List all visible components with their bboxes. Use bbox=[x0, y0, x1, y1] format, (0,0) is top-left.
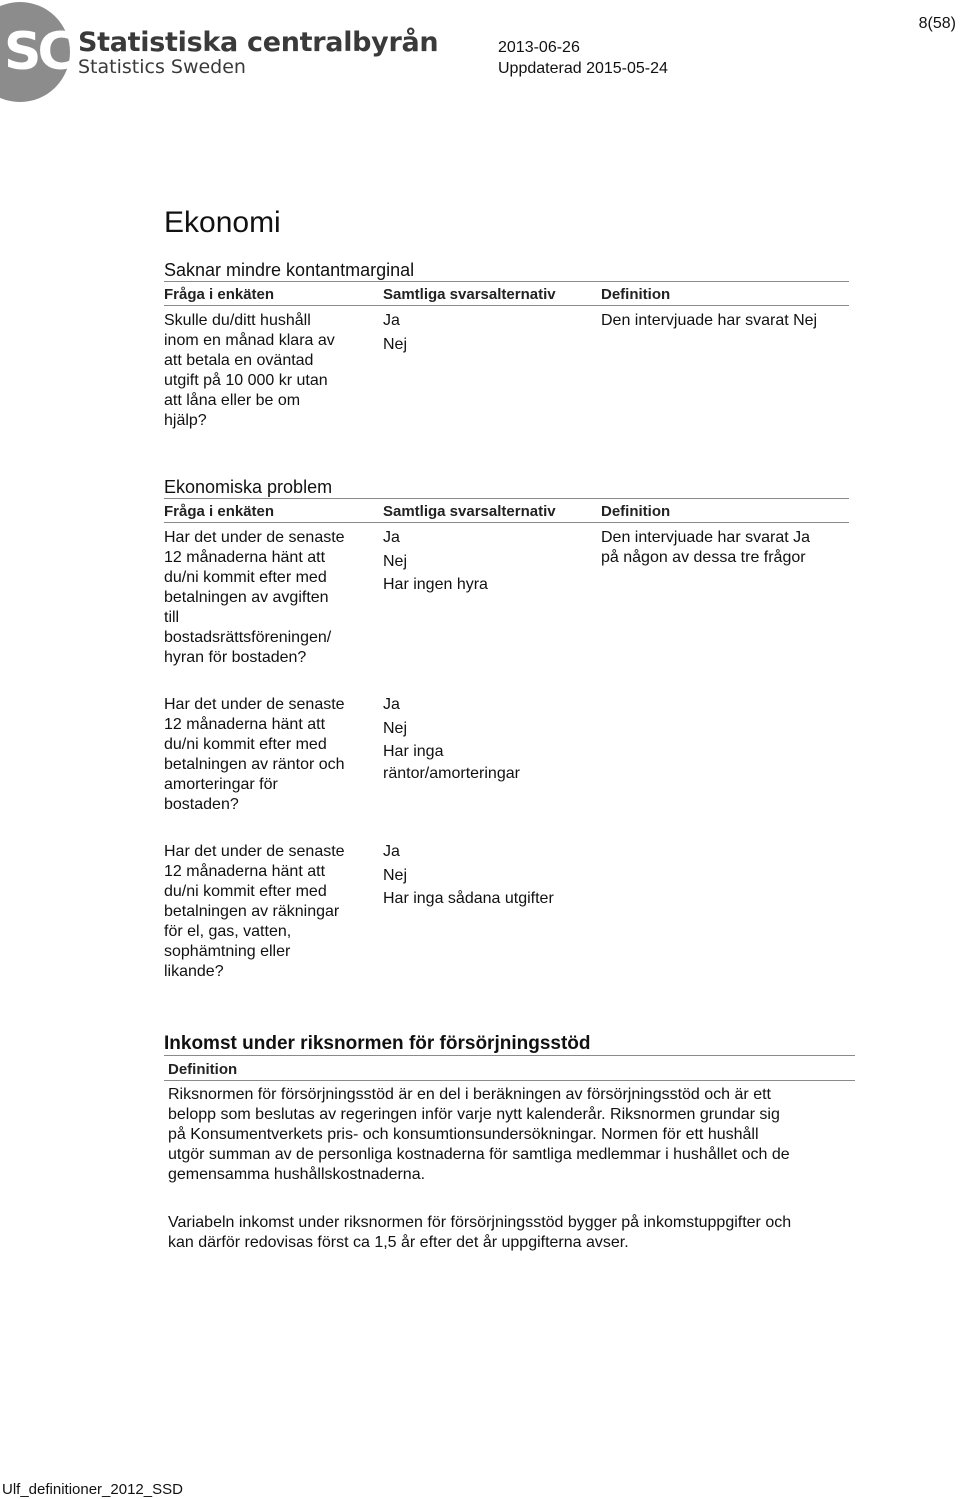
definition-divider bbox=[164, 1080, 855, 1081]
question-text: Skulle du/ditt hushåll inom en månad klara av att betala en oväntad utgift på 10 000 kr utan att låna eller be om hjälp? bbox=[164, 312, 335, 429]
definition-heading: Definition bbox=[168, 1061, 238, 1078]
answer-options: Ja Nej bbox=[383, 312, 408, 353]
section-divider bbox=[164, 281, 849, 282]
definition-text: Den intervjuade har svarat Ja på någon av dessa tre frågor bbox=[601, 529, 810, 566]
section-title: Ekonomiska problem bbox=[164, 477, 333, 497]
column-header-question: Fråga i enkäten bbox=[164, 286, 275, 303]
column-header-answers: Samtliga svarsalternativ bbox=[383, 286, 556, 303]
page-number: 8(58) bbox=[918, 15, 956, 32]
page-title: Ekonomi bbox=[164, 206, 281, 239]
column-header-divider bbox=[164, 522, 849, 523]
definition-paragraph: Variabeln inkomst under riksnormen för försörjningsstöd bygger på inkomstuppgifter och kan därför redovisas först ca 1,5 år efter det år uppgifterna avser. bbox=[168, 1214, 792, 1251]
question-text: Har det under de senaste 12 månaderna hänt att du/ni kommit efter med betalningen av avgiften till bostadsrättsföreningen/ hyran för bostaden? bbox=[164, 529, 345, 666]
answer-options: Ja Nej Har inga räntor/amorteringar bbox=[383, 696, 520, 782]
org-name-en: Statistics Sweden bbox=[78, 56, 246, 78]
definition-text: Den intervjuade har svarat Nej bbox=[601, 312, 818, 329]
column-header-question: Fråga i enkäten bbox=[164, 503, 275, 520]
org-name: Statistiska centralbyrån bbox=[78, 27, 439, 58]
answer-options: Ja Nej Har ingen hyra bbox=[383, 529, 488, 593]
column-header-divider bbox=[164, 305, 849, 306]
footer-filename: Ulf_definitioner_2012_SSD bbox=[2, 1481, 183, 1498]
column-header-definition: Definition bbox=[601, 286, 671, 303]
question-text: Har det under de senaste 12 månaderna hänt att du/ni kommit efter med betalningen av räntor och amorteringar för bostaden? bbox=[164, 696, 345, 813]
updated-date: Uppdaterad 2015-05-24 bbox=[498, 60, 668, 77]
answer-options: Ja Nej Har inga sådana utgifter bbox=[383, 843, 554, 907]
scb-logo bbox=[0, 2, 108, 102]
section-title: Saknar mindre kontantmarginal bbox=[164, 260, 415, 280]
definition-paragraph: Riksnormen för försörjningsstöd är en del i beräkningen av försörjningsstöd och är ett belopp som beslutas av regeringen inför varje nytt kalenderår. Riksnormen grundar sig på Konsumentverkets pris- och konsumtionsundersökningar. Normen för ett hushåll utgör summan av de personliga kostnaderna för samtliga medlemmar i hushållet och de gemensamma hushållskostnaderna. bbox=[168, 1086, 790, 1183]
scb-logo-text: SCB bbox=[4, 22, 108, 82]
section-title: Inkomst under riksnormen för försörjningsstöd bbox=[164, 1033, 591, 1054]
column-header-answers: Samtliga svarsalternativ bbox=[383, 503, 556, 520]
section-divider bbox=[164, 498, 849, 499]
question-text: Har det under de senaste 12 månaderna hänt att du/ni kommit efter med betalningen av räkningar för el, gas, vatten, sophämtning eller likande? bbox=[164, 843, 345, 980]
section-divider bbox=[164, 1055, 855, 1056]
column-header-definition: Definition bbox=[601, 503, 671, 520]
document-date: 2013-06-26 bbox=[498, 39, 580, 56]
